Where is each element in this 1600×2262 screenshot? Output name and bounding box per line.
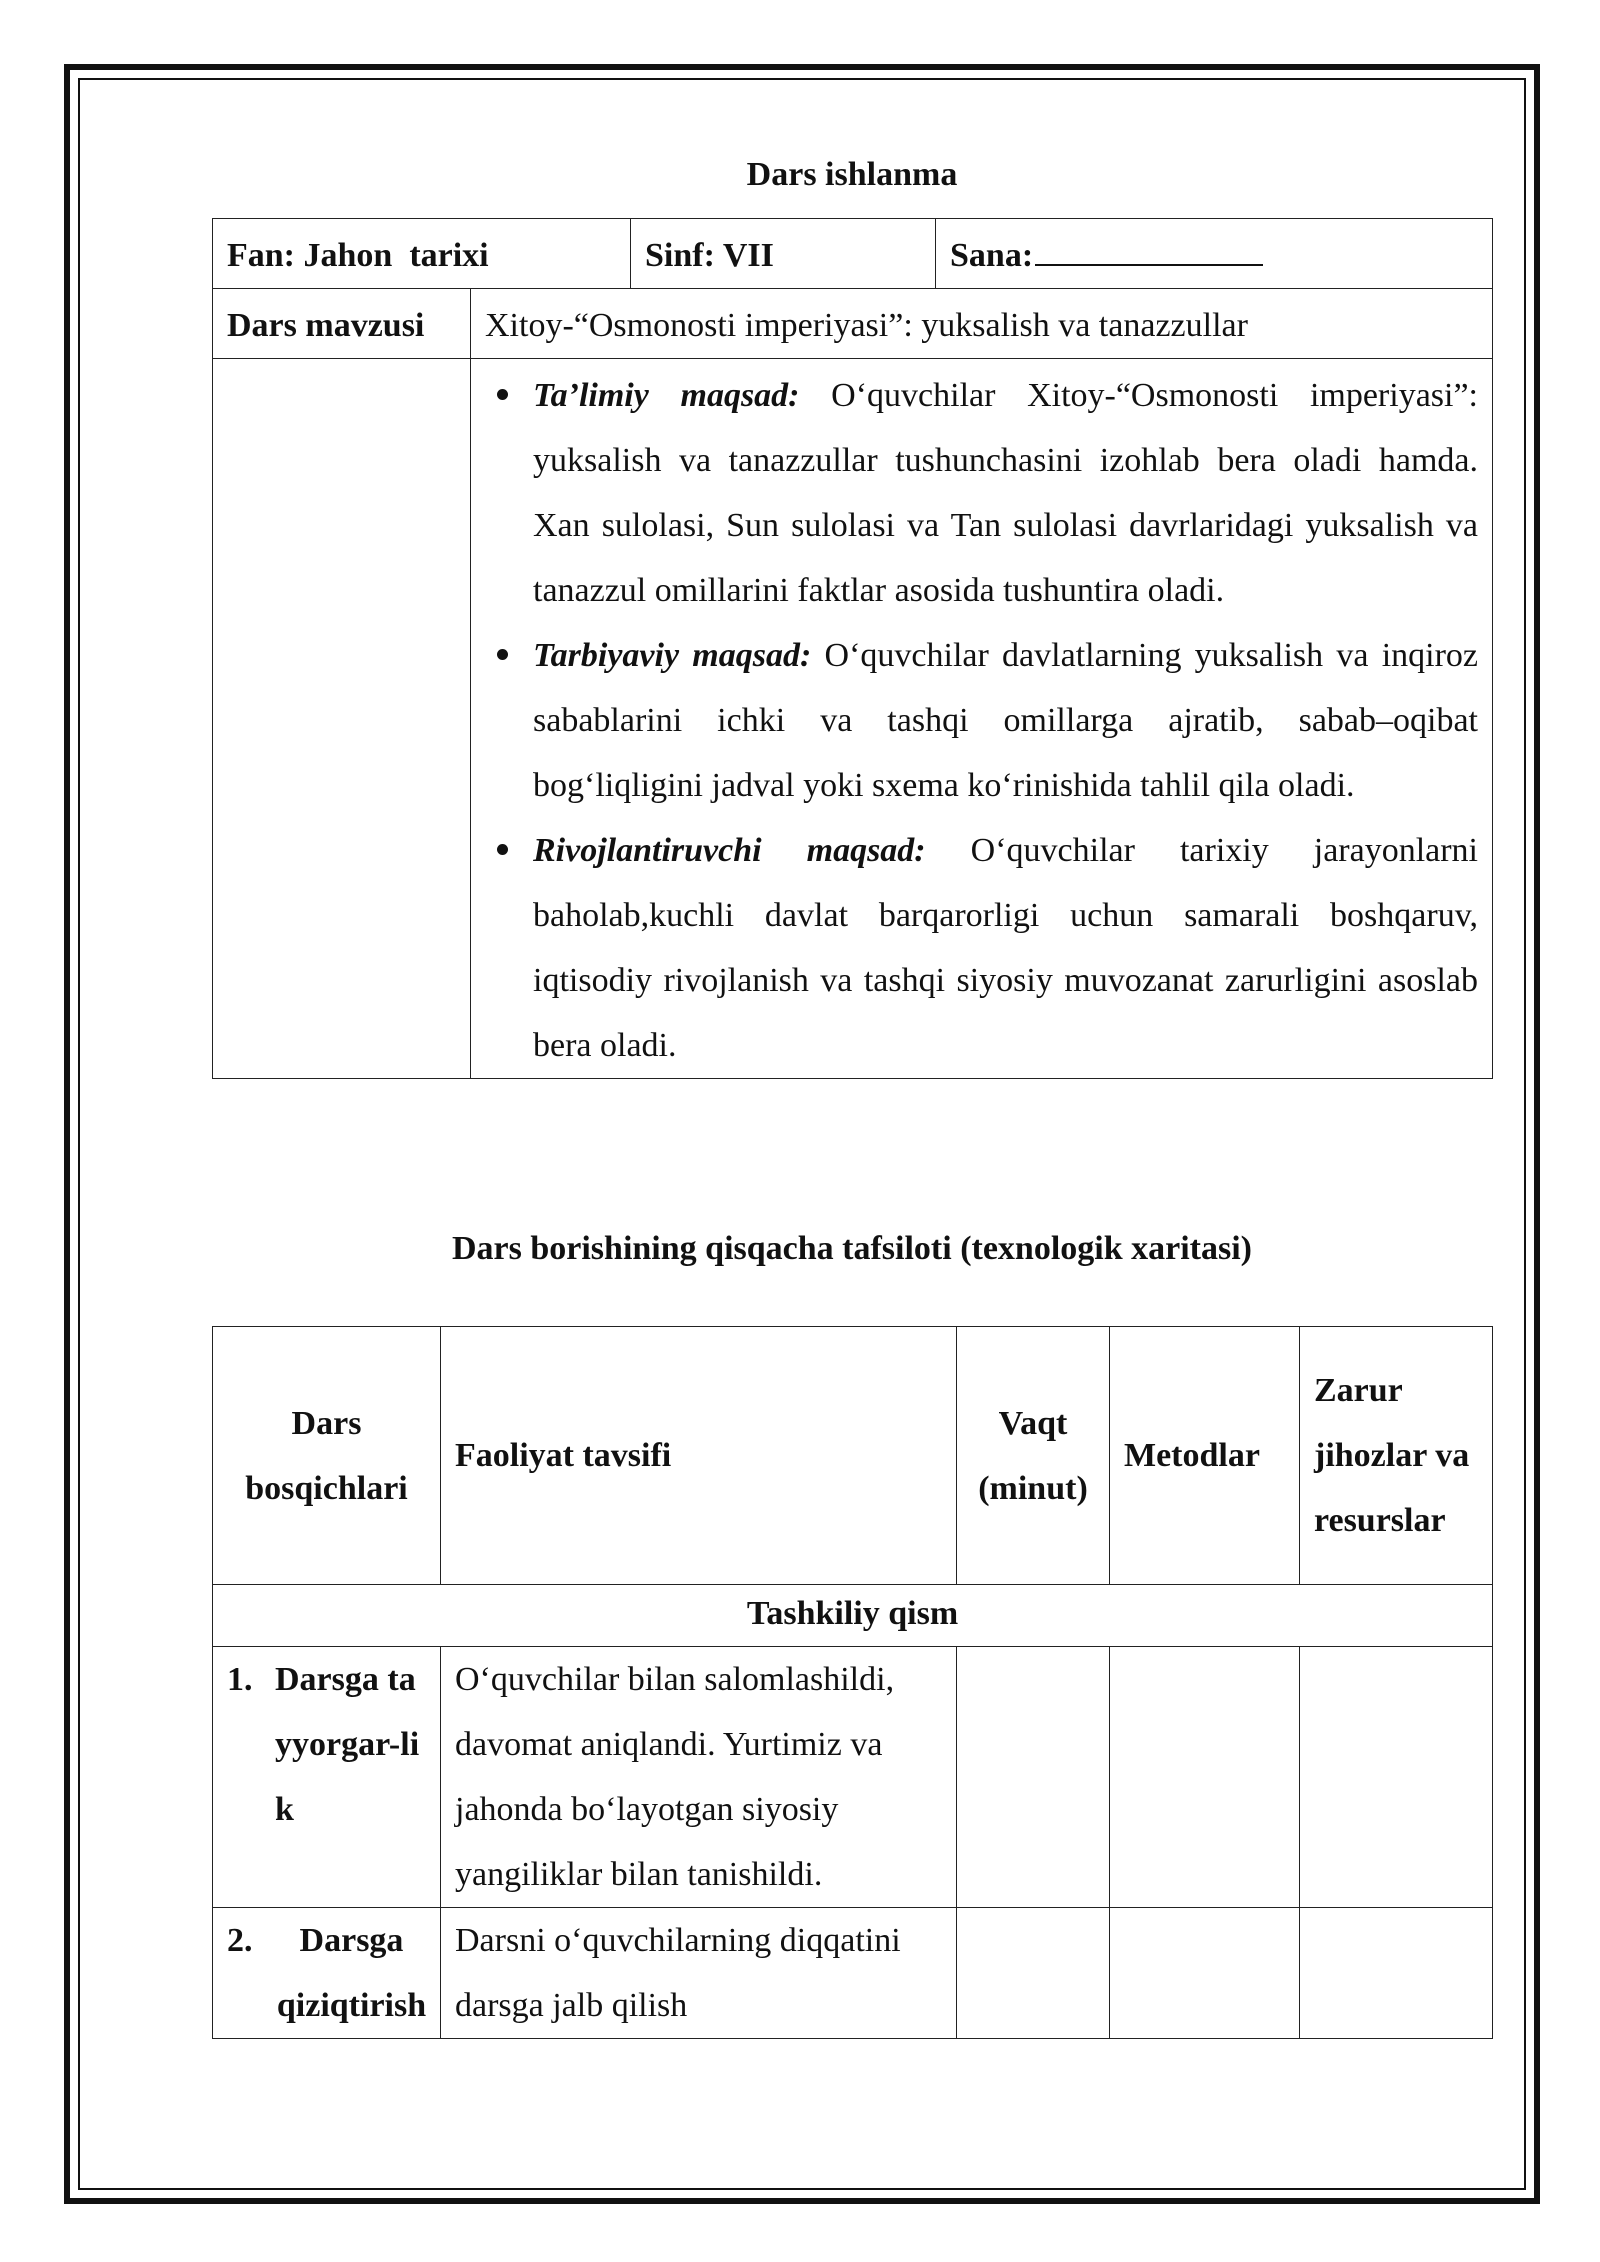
time-cell (957, 1647, 1110, 1908)
topic-row (213, 289, 1493, 359)
stage-number: 2. (227, 1922, 253, 1959)
subject-label: Fan: (227, 237, 295, 274)
goal-item-upbringing (485, 623, 1478, 818)
lesson-info-table (212, 218, 1493, 1079)
table-row (213, 1647, 1493, 1908)
stage-name: Darsga tayyorgar-lik (275, 1661, 420, 1828)
section-row (213, 1585, 1493, 1647)
subject-value: Jahon tarixi (303, 237, 489, 274)
stage-cell (213, 1908, 441, 2039)
section-title: Dars borishining qisqacha tafsiloti (texnologik xaritasi) (451, 1230, 1252, 1267)
activity-cell: Darsni o‘quvchilarning diqqatini darsga jalb qilish (441, 1908, 957, 2039)
header-time: Vaqt (minut) (957, 1327, 1110, 1585)
topic-value: Xitoy-“Osmonosti imperiyasi”: yuksalish va tanazzullar (471, 289, 1493, 359)
header-resources: Zarur jihozlar va resurslar (1300, 1327, 1493, 1585)
info-row (213, 219, 1493, 289)
goal-text: O‘quvchilar tarixiy jarayonlarni baholab,kuchli davlat barqarorligi uchun samarali boshqaruv, iqtisodiy rivojlanish va tashqi siyosiy muvozanat zarurligini asoslab bera oladi. (533, 832, 1478, 1064)
grade-label: Sinf: (645, 237, 715, 274)
goal-item-developmental (485, 818, 1478, 1078)
goal-label: Tarbiyaviy maqsad: (533, 637, 812, 674)
flow-header-row (213, 1327, 1493, 1585)
grade-value: VII (722, 237, 774, 274)
goals-empty-cell (213, 359, 471, 1079)
stage-cell (213, 1647, 441, 1908)
goal-text: O‘quvchilar davlatlarning yuksalish va inqiroz sabablarini ichki va tashqi omillarga ajratib, sabab–oqibat bog‘liqligini jadval yoki sxema ko‘rinishida tahlil qila oladi. (533, 637, 1479, 804)
lesson-flow-table (212, 1326, 1493, 2039)
time-cell (957, 1908, 1110, 2039)
goal-text: O‘quvchilar Xitoy-“Osmonosti imperiyasi”: yuksalish va tanazzullar tushunchasini izohlab bera oladi hamda. Xan sulolasi, Sun sulolasi va Tan sulolasi davrlaridagi yuksalish va tanazzul omillarini faktlar asosida tushuntira oladi. (533, 377, 1478, 609)
activity-cell: O‘quvchilar bilan salomlashildi, davomat aniqlandi. Yurtimiz va jahonda bo‘layotgan siyosiy yangiliklar bilan tanishildi. (441, 1647, 957, 1908)
date-label: Sana: (950, 237, 1034, 274)
goals-cell (471, 359, 1493, 1079)
goal-label: Ta’limiy maqsad: (533, 377, 800, 414)
methods-cell (1110, 1908, 1300, 2039)
header-activity: Faoliyat tavsifi (441, 1327, 957, 1585)
resources-cell (1300, 1908, 1493, 2039)
header-stages: Dars bosqichlari (213, 1327, 441, 1585)
stage-number: 1. (227, 1661, 253, 1698)
date-blank-line (1035, 236, 1263, 266)
goals-row (213, 359, 1493, 1079)
header-methods: Metodlar (1110, 1327, 1300, 1585)
goal-label: Rivojlantiruvchi maqsad: (533, 832, 926, 869)
topic-label: Dars mavzusi (213, 289, 471, 359)
goal-item-educational (485, 363, 1478, 623)
resources-cell (1300, 1647, 1493, 1908)
subject-cell (213, 219, 631, 289)
goals-list (485, 363, 1478, 1078)
methods-cell (1110, 1647, 1300, 1908)
date-cell (936, 219, 1493, 289)
stage-name: Darsga qiziqtirish (276, 1922, 427, 2024)
section-row-title: Tashkiliy qism (213, 1585, 1493, 1647)
table-row (213, 1908, 1493, 2039)
grade-cell (631, 219, 936, 289)
document-title: Dars ishlanma (746, 156, 958, 193)
